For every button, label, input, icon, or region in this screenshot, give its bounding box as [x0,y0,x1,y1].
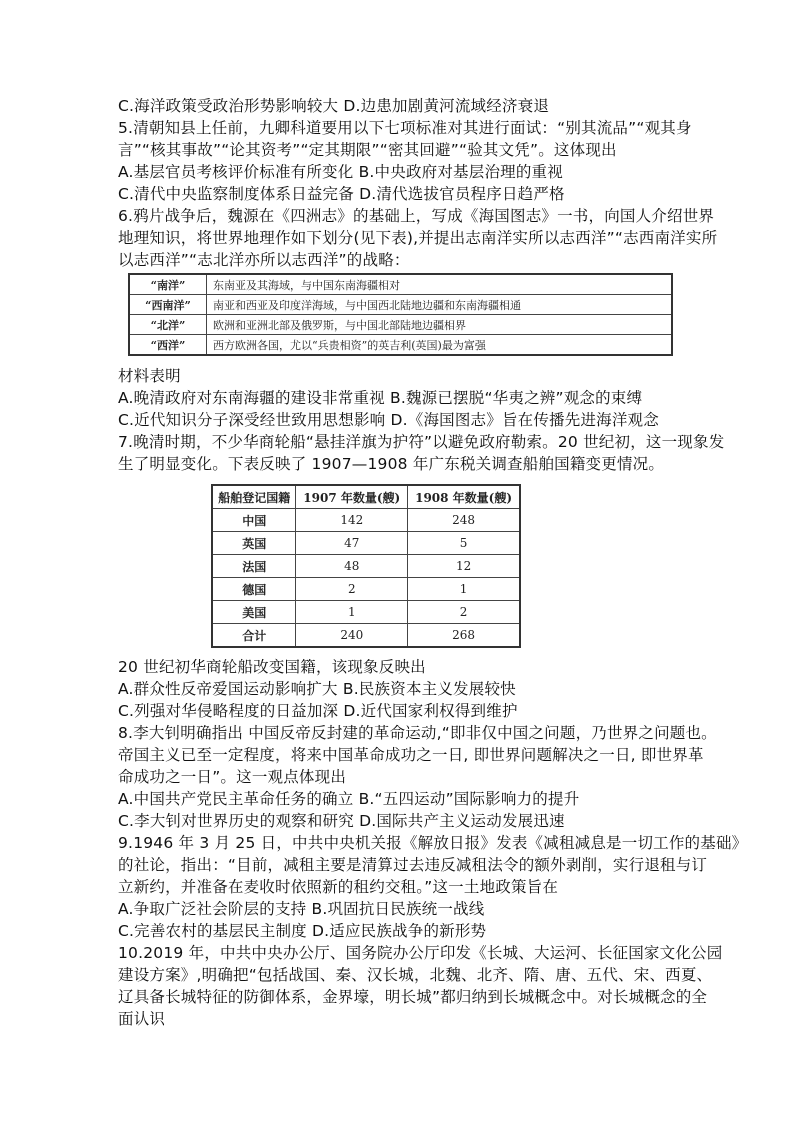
text-line: 9.1946 年 3 月 25 日，中共中央机关报《解放日报》发表《减租减息是一切工作的基础》 [118,834,748,852]
country-name: 法国 [212,555,296,578]
question-7-options [118,656,688,722]
world-division-table [128,273,673,356]
question-8 [118,722,717,832]
region-name: “北洋” [129,315,207,335]
text-line: 材料表明 [118,367,181,385]
question-9 [118,832,748,942]
region-description: 西方欧洲各国，尤以“兵贵相资”的英吉利(英国)最为富强 [207,335,673,356]
column-header: 船舶登记国籍 [212,485,296,509]
ship-count: 47 [296,532,408,555]
ship-count: 2 [408,601,520,624]
ship-count: 5 [408,532,520,555]
country-name: 德国 [212,578,296,601]
ship-count: 142 [296,509,408,532]
country-name: 美国 [212,601,296,624]
region-name: “西南洋” [129,295,207,315]
text-line: 的社论，指出：“目前，减租主要是清算过去违反减租法令的额外剥削，实行退租与订 [118,856,708,874]
question-6-options [118,365,688,431]
ship-count: 240 [296,624,408,648]
question-5 [118,117,692,205]
table-row [212,509,520,532]
text-line: A.中国共产党民主革命任务的确立 B.“五四运动”国际影响力的提升 [118,790,580,808]
text-line: A.群众性反帝爱国运动影响扩大 B.民族资本主义发展较快 [118,680,516,698]
text-line: A.晚清政府对东南海疆的建设非常重视 B.魏源已摆脱“华夷之辨”观念的束缚 [118,389,643,407]
text-line: C.清代中央监察制度体系日益完备 D.清代选拔官员程序日趋严格 [118,185,565,203]
question-6 [118,205,718,271]
table-row [212,532,520,555]
text-line: 8.李大钊明确指出 中国反帝反封建的革命运动,“即非仅中国之问题，乃世界之问题也。 [118,724,717,742]
question-7 [118,431,725,475]
ship-count: 1 [296,601,408,624]
text-line: 言”“核其事故”“论其资考”“定其期限”“密其回避”“验其文凭”。这体现出 [118,141,617,159]
text-line: 建设方案》,明确把“包括战国、秦、汉长城，北魏、北齐、隋、唐、五代、宋、西夏、 [118,966,713,984]
table-row [212,601,520,624]
text-line: 20 世纪初华商轮船改变国籍，该现象反映出 [118,658,426,676]
ship-count: 1 [408,578,520,601]
text-line: A.基层官员考核评价标准有所变化 B.中央政府对基层治理的重视 [118,163,563,181]
table-row [212,624,520,648]
text-line: 生了明显变化。下表反映了 1907—1908 年广东税关调查船舶国籍变更情况。 [118,455,665,473]
text-line: 以志西洋”“志北洋亦所以志西洋”的战略： [118,251,410,269]
text-line: C.李大钊对世界历史的观察和研究 D.国际共产主义运动发展迅速 [118,812,565,830]
region-description: 南亚和西亚及印度洋海域，与中国西北陆地边疆和东南海疆相通 [207,295,673,315]
table-row [212,555,520,578]
ship-count: 268 [408,624,520,648]
region-name: “南洋” [129,274,207,295]
text-line: C.列强对华侵略程度的日益加深 D.近代国家利权得到维护 [118,702,518,720]
column-header: 1907 年数量(艘) [296,485,408,509]
ship-count: 2 [296,578,408,601]
text-line: 面认识 [118,1010,166,1028]
column-header: 1908 年数量(艘) [408,485,520,509]
country-name: 中国 [212,509,296,532]
country-name: 英国 [212,532,296,555]
table-row [129,274,672,295]
text-line: C.海洋政策受政治形势影响较大 D.边患加剧黄河流域经济衰退 [118,97,550,115]
text-line: 10.2019 年，中共中央办公厅、国务院办公厅印发《长城、大运河、长征国家文化公园 [118,944,723,962]
region-description: 欧洲和亚洲北部及俄罗斯，与中国北部陆地边疆相界 [207,315,673,335]
table-row [129,295,672,315]
table-row [212,578,520,601]
region-description: 东南亚及其海域，与中国东南海疆相对 [207,274,673,295]
text-line: C.完善农村的基层民主制度 D.适应民族战争的新形势 [118,922,487,940]
text-line: 帝国主义已至一定程度，将来中国革命成功之一日, 即世界问题解决之一日, 即世界革 [118,746,704,764]
text-line: 地理知识，将世界地理作如下划分(见下表),并提出志南洋实所以志西洋”“志西南洋实所 [118,229,718,247]
ship-count: 248 [408,509,520,532]
exam-page-content [118,95,748,1030]
text-line: 5.清朝知县上任前，九卿科道要用以下七项标准对其进行面试：“别其流品”“观其身 [118,119,692,137]
text-line: A.争取广泛社会阶层的支持 B.巩固抗日民族统一战线 [118,900,485,918]
ship-count: 12 [408,555,520,578]
country-name: 合计 [212,624,296,648]
text-line: C.近代知识分子深受经世致用思想影响 D.《海国图志》旨在传播先进海洋观念 [118,411,659,429]
table-header-row [212,485,520,509]
q4-options-cd [118,95,688,117]
text-line: 7.晚清时期，不少华商轮船“悬挂洋旗为护符”以避免政府勒索。20 世纪初，这一现象发 [118,433,725,451]
table-row [129,315,672,335]
region-name: “西洋” [129,335,207,356]
ship-registry-table [211,484,521,648]
text-line: 辽具备长城特征的防御体系，金界壕，明长城”都归纳到长城概念中。对长城概念的全 [118,988,708,1006]
ship-count: 48 [296,555,408,578]
question-10 [118,942,723,1030]
text-line: 6.鸦片战争后，魏源在《四洲志》的基础上，写成《海国图志》一书，向国人介绍世界 [118,207,715,225]
text-line: 立新约，并准备在麦收时依照新的租约交租。”这一土地政策旨在 [118,878,559,896]
table-row [129,335,672,356]
text-line: 命成功之一日”。这一观点体现出 [118,768,347,786]
